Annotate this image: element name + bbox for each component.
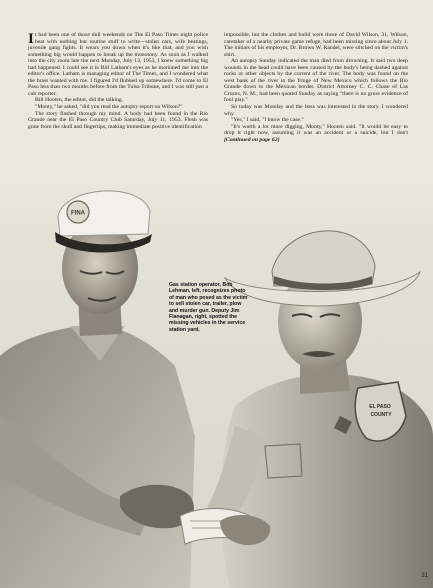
- article-paragraph: "It's worth a lot more digging, Monty," Hooten said. "It would be easy to drop it right now, assuming it was an accident or a suicide, but I don't [Continued on page 62]: [224, 123, 408, 143]
- patch-line-2: COUNTY: [370, 412, 392, 418]
- article-paragraph: It had been one of those dull weekends on The El Paso Times night police beat with nothing but routine stuff to write—stolen cars, wife beatings, juvenile gang fights. It wears you down when it's like that, and you wish something big would happen to break up the monotony. As soon as I walked into the city room late the next Monday, July 13, 1953, I knew something big had happened. I could see it in Bill Latham's eyes as he motioned me into the editor's office. Latham is managing editor of The Times, and I wondered what the brass wanted with me. I figured I'd flubbed up somewhere. I'd come to El Paso less than two months before from the Tulsa Tribune, and I was still just a cub reporter.: [28, 31, 208, 97]
- news-photo: [0, 176, 433, 588]
- article-column-left: [28, 32, 208, 130]
- article-paragraph: The story flashed through my mind. A body had been found in the Rio Grande near the El Paso Country Club Saturday, July 11, 1953. Flesh was gone from the skull and fingertips, making immediate positive identification: [28, 110, 208, 130]
- article-column-right: [224, 32, 408, 143]
- article-paragraph: So today was Monday and the boss was interested in the story. I wondered why.: [224, 104, 408, 117]
- article-paragraph: "Yes," I said, "I know the case.": [231, 117, 304, 124]
- article-paragraph: impossible, but the clothes and build were those of David Wilson, 31, Wilson, caretaker of a nearby private game refuge, had been missing since about July 1. The initials of his employer, Dr. Brown W. Randel, were stitched on the victim's shirt.: [224, 32, 408, 58]
- continued-note: [Continued on page 62]: [224, 136, 280, 143]
- photo-caption: Gas station operator, Bob Lehman, left, recognizes photo of man who posed as the victim to sell stolen car, trailer, plow and murder gun. Deputy Jim Flanagan, right, spotted the missing vehicles in the service station yard.: [169, 282, 248, 333]
- article-paragraph: "Monty," he asked, "did you read the autopsy report on Wilson?": [35, 104, 183, 111]
- patch-line-1: EL PASO: [369, 404, 391, 410]
- article-paragraph: Bill Hooten, the editor, did the talking.: [35, 97, 124, 104]
- cap-badge-text: FINA: [71, 210, 85, 217]
- article-paragraph: An autopsy Sunday indicated the man died from drowning. It said two deep wounds in the head could have been caused by the body's being dashed against rocks or other objects by the current of the river. The body was found on the west bank of the river in the fringe of New Mexico which follows the Rio Grande down to the Mexican border. District Attorney C. C. Chase of Las Cruces, N. M., had been quoted Sunday as saying "there is no gross evidence of foul play.": [224, 58, 408, 104]
- page-number: 31: [421, 573, 428, 579]
- drop-cap: I: [28, 31, 34, 47]
